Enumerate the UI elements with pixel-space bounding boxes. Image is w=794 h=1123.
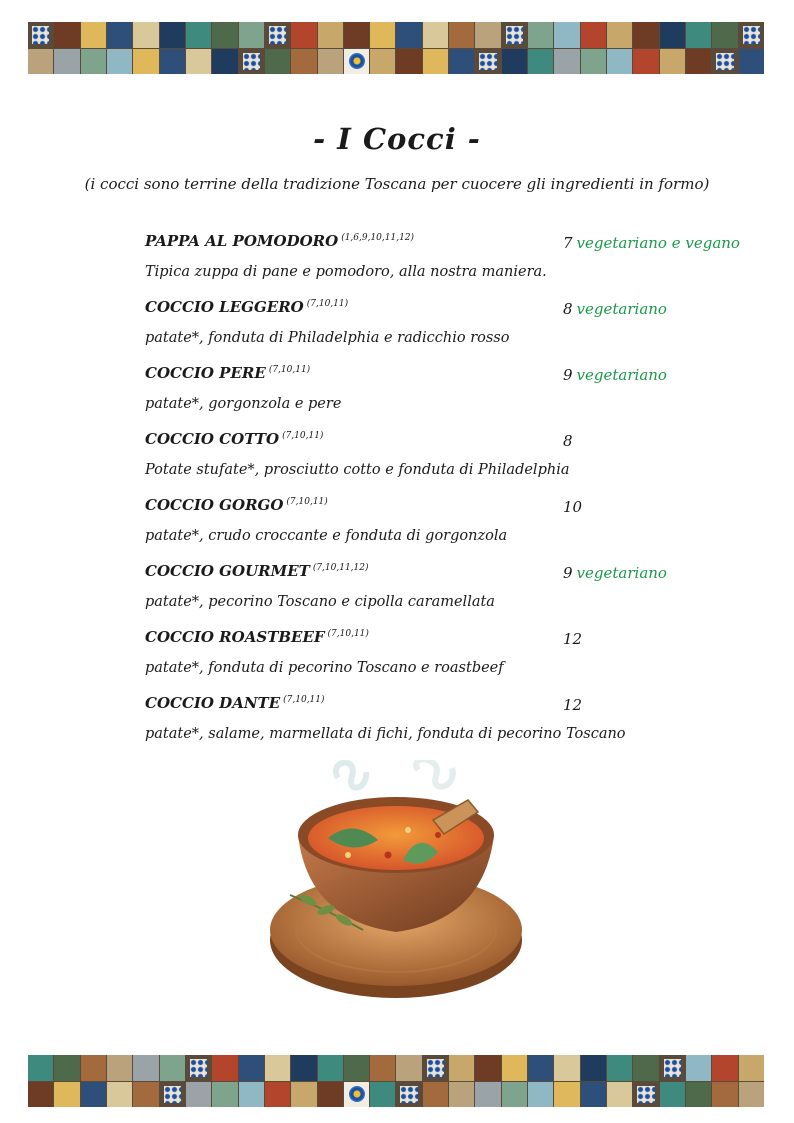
border-tile (475, 49, 500, 75)
border-tile (423, 22, 448, 48)
border-tile (107, 49, 132, 75)
border-tile (54, 49, 79, 75)
border-tile (186, 49, 211, 75)
border-tile (160, 49, 185, 75)
border-tile (212, 22, 237, 48)
border-tile (475, 22, 500, 48)
border-tile (686, 1082, 711, 1108)
border-tile (475, 1055, 500, 1081)
item-name: COCCIO PERE $^{(7,10,11)}$ (145, 364, 311, 382)
menu-item (145, 694, 745, 760)
border-tile (686, 1055, 711, 1081)
allergen-codes: (7,10,11) (306, 299, 349, 309)
border-tile (370, 22, 395, 48)
border-tile (344, 49, 369, 75)
border-tile (133, 1082, 158, 1108)
border-tile (712, 1082, 737, 1108)
item-name: PAPPA AL POMODORO $^{(1,6,9,10,11,12)}$ (145, 232, 415, 250)
border-tile (344, 1055, 369, 1081)
item-price: 8 vegetariano (563, 300, 667, 318)
diet-tag: vegetariano (576, 300, 667, 318)
border-tile (449, 1055, 474, 1081)
border-tile (423, 1082, 448, 1108)
border-tile (291, 22, 316, 48)
border-tile (396, 22, 421, 48)
border-tile (449, 49, 474, 75)
border-tile (607, 49, 632, 75)
border-tile (318, 1082, 343, 1108)
border-tile (528, 1055, 553, 1081)
border-tile (449, 22, 474, 48)
border-tile (107, 1055, 132, 1081)
border-tile (581, 1082, 606, 1108)
border-tile (265, 22, 290, 48)
soup-bowl-illustration (268, 760, 528, 1005)
border-tile (554, 1082, 579, 1108)
item-price: 9 vegetariano (563, 366, 667, 384)
allergen-codes: (7,10,11) (282, 431, 324, 441)
item-description: patate*, fonduta di Philadelphia e radicchio rosso (145, 330, 510, 346)
border-tile (370, 1055, 395, 1081)
border-tile (633, 1055, 658, 1081)
item-price: 9 vegetariano (563, 564, 667, 582)
border-tile (528, 22, 553, 48)
border-tile (160, 22, 185, 48)
diet-tag: vegetariano (576, 564, 667, 582)
border-tile (475, 1082, 500, 1108)
border-tile (739, 49, 764, 75)
item-description: patate*, salame, marmellata di fichi, fonduta di pecorino Toscano (145, 726, 626, 742)
page-title: - I Cocci - (313, 122, 481, 156)
border-tile (739, 1082, 764, 1108)
allergen-codes: (7,10,11) (286, 497, 328, 507)
border-tile (581, 49, 606, 75)
border-tile (396, 49, 421, 75)
border-tile (239, 49, 264, 75)
border-tile (28, 22, 53, 48)
border-tile (81, 22, 106, 48)
border-tile (528, 1082, 553, 1108)
border-tile (502, 49, 527, 75)
medallion-tile (349, 53, 365, 69)
border-tile (554, 49, 579, 75)
menu-item (145, 628, 745, 694)
item-price: 10 (563, 498, 583, 516)
border-tile (739, 22, 764, 48)
allergen-codes: (7,10,11) (283, 695, 325, 705)
border-tile (291, 49, 316, 75)
border-tile (660, 1055, 685, 1081)
border-tile (633, 1082, 658, 1108)
border-tile (502, 1082, 527, 1108)
menu-item (145, 364, 745, 430)
border-tile (160, 1082, 185, 1108)
item-price: 8 (563, 432, 573, 450)
border-tile (423, 1055, 448, 1081)
border-tile (28, 1082, 53, 1108)
diet-tag: vegetariano e vegano (576, 234, 740, 252)
menu-list (145, 232, 745, 760)
border-tile (423, 49, 448, 75)
item-name: COCCIO DANTE $^{(7,10,11)}$ (145, 694, 325, 712)
border-tile (554, 1055, 579, 1081)
border-tile (265, 1055, 290, 1081)
menu-item (145, 496, 745, 562)
border-tile (212, 49, 237, 75)
border-tile (712, 1055, 737, 1081)
border-tile (239, 1082, 264, 1108)
border-tile (54, 22, 79, 48)
border-tile (396, 1055, 421, 1081)
item-name: COCCIO COTTO $^{(7,10,11)}$ (145, 430, 324, 448)
border-tile (686, 49, 711, 75)
item-name: COCCIO GOURMET $^{(7,10,11,12)}$ (145, 562, 369, 580)
border-tile (186, 1082, 211, 1108)
border-tile (239, 1055, 264, 1081)
medallion-tile (349, 1086, 365, 1102)
border-tile (107, 1082, 132, 1108)
border-tile (81, 1055, 106, 1081)
border-tile (633, 49, 658, 75)
border-tile (28, 49, 53, 75)
item-name: COCCIO ROASTBEEF $^{(7,10,11)}$ (145, 628, 369, 646)
border-tile (133, 22, 158, 48)
border-tile (133, 1055, 158, 1081)
border-tile (660, 49, 685, 75)
menu-item (145, 430, 745, 496)
border-tile (344, 1082, 369, 1108)
border-tile (607, 22, 632, 48)
item-price: 12 (563, 696, 583, 714)
border-tile (607, 1055, 632, 1081)
menu-item (145, 562, 745, 628)
border-tile (318, 1055, 343, 1081)
border-tile (186, 22, 211, 48)
border-tile (554, 22, 579, 48)
border-tile (318, 49, 343, 75)
item-price: 7 vegetariano e vegano (563, 234, 740, 252)
border-tile (239, 22, 264, 48)
border-tile (370, 49, 395, 75)
border-tile (265, 49, 290, 75)
allergen-codes: (7,10,11) (268, 365, 311, 375)
allergen-codes: (7,10,11) (327, 629, 369, 639)
bottom-tile-border (28, 1055, 764, 1107)
border-tile (160, 1055, 185, 1081)
border-tile (81, 1082, 106, 1108)
border-tile (633, 22, 658, 48)
border-tile (212, 1082, 237, 1108)
border-tile (212, 1055, 237, 1081)
border-tile (581, 1055, 606, 1081)
item-description: patate*, crudo croccante e fonduta di gorgonzola (145, 528, 508, 544)
border-tile (660, 22, 685, 48)
item-price: 12 (563, 630, 583, 648)
diet-tag: vegetariano (576, 366, 667, 384)
item-description: Tipica zuppa di pane e pomodoro, alla nostra maniera. (145, 264, 547, 280)
allergen-codes: (1,6,9,10,11,12) (341, 233, 415, 243)
border-tile (265, 1082, 290, 1108)
page-subtitle: (i cocci sono terrine della tradizione Toscana per cuocere gli ingredienti in formo) (84, 175, 710, 193)
item-description: Potate stufate*, prosciutto cotto e fonduta di Philadelphia (145, 462, 570, 478)
border-tile (686, 22, 711, 48)
border-tile (581, 22, 606, 48)
menu-item (145, 232, 745, 298)
allergen-codes: (7,10,11,12) (312, 563, 369, 573)
border-tile (54, 1055, 79, 1081)
border-tile (660, 1082, 685, 1108)
border-tile (528, 49, 553, 75)
border-tile (54, 1082, 79, 1108)
border-tile (291, 1055, 316, 1081)
border-tile (502, 22, 527, 48)
border-tile (712, 49, 737, 75)
border-tile (107, 22, 132, 48)
border-tile (712, 22, 737, 48)
border-tile (739, 1055, 764, 1081)
border-tile (318, 22, 343, 48)
border-tile (396, 1082, 421, 1108)
item-description: patate*, pecorino Toscano e cipolla caramellata (145, 594, 495, 610)
border-tile (133, 49, 158, 75)
item-name: COCCIO LEGGERO $^{(7,10,11)}$ (145, 298, 349, 316)
border-tile (607, 1082, 632, 1108)
border-tile (28, 1055, 53, 1081)
border-tile (502, 1055, 527, 1081)
border-tile (186, 1055, 211, 1081)
item-name: COCCIO GORGO $^{(7,10,11)}$ (145, 496, 328, 514)
border-tile (81, 49, 106, 75)
border-tile (291, 1082, 316, 1108)
item-description: patate*, fonduta di pecorino Toscano e roastbeef (145, 660, 504, 676)
top-tile-border (28, 22, 764, 74)
border-tile (370, 1082, 395, 1108)
item-description: patate*, gorgonzola e pere (145, 396, 342, 412)
border-tile (449, 1082, 474, 1108)
border-tile (344, 22, 369, 48)
menu-item (145, 298, 745, 364)
